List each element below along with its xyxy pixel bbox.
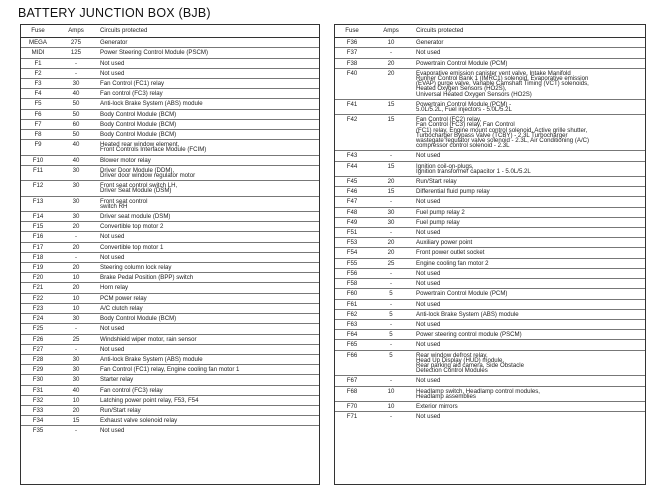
- table-row: [335, 177, 645, 187]
- circuits-cell: Run/Start relay: [413, 177, 645, 187]
- table-row: [335, 38, 645, 48]
- fuse-cell: F70: [335, 401, 369, 411]
- amps-cell: 30: [55, 212, 97, 222]
- table-row: [21, 68, 319, 78]
- table-row: [21, 212, 319, 222]
- table-row: [335, 412, 645, 422]
- circuits-cell: Not used: [416, 413, 441, 421]
- table-row: [335, 309, 645, 319]
- circuits-cell: Fuel pump relay 2: [413, 207, 645, 217]
- amps-cell: 30: [55, 165, 97, 180]
- table-row: [21, 416, 319, 426]
- circuits-cell: Generator: [413, 38, 645, 48]
- amps-cell: -: [369, 319, 413, 329]
- amps-cell: 40: [55, 89, 97, 99]
- table-row: [21, 140, 319, 155]
- fuse-cell: F21: [21, 283, 55, 293]
- amps-cell: 20: [55, 222, 97, 232]
- amps-cell: 275: [55, 38, 97, 48]
- fuse-cell: F36: [335, 38, 369, 48]
- amps-cell: 5: [369, 289, 413, 299]
- table-header-row: [335, 25, 645, 38]
- fuse-cell: F53: [335, 238, 369, 248]
- table-row: [21, 395, 319, 405]
- fuse-cell: F40: [335, 68, 369, 99]
- circuits-cell: Fan control (FC3) relay: [97, 89, 319, 99]
- amps-cell: 20: [369, 238, 413, 248]
- amps-cell: 5: [369, 330, 413, 340]
- table-row: [335, 151, 645, 161]
- amps-cell: -: [55, 68, 97, 78]
- fuse-cell: F4: [21, 89, 55, 99]
- amps-cell: 30: [55, 375, 97, 385]
- table-row: [335, 207, 645, 217]
- table-row: [21, 196, 319, 211]
- table-row: [335, 48, 645, 58]
- header-circuits: Circuits protected: [413, 25, 645, 38]
- amps-cell: 20: [55, 283, 97, 293]
- table-row: [335, 330, 645, 340]
- circuits-cell: Ignition coil-on-plugs, Ignition transformer capacitor 1 - 5.0L/5.2L: [413, 161, 645, 176]
- circuits-cell: Front power outlet socket: [413, 248, 645, 258]
- fuse-cell: F3: [21, 79, 55, 89]
- circuits-cell: A/C clutch relay: [97, 303, 319, 313]
- circuits-cell: Not used: [413, 151, 645, 161]
- fuse-cell: F27: [21, 344, 55, 354]
- fuse-cell: F55: [335, 258, 369, 268]
- amps-cell: 15: [55, 416, 97, 426]
- amps-cell: 50: [55, 109, 97, 119]
- amps-cell: 10: [55, 293, 97, 303]
- fuse-cell: F25: [21, 324, 55, 334]
- circuits-cell: Steering column lock relay: [97, 263, 319, 273]
- table-row: [335, 258, 645, 268]
- circuits-cell: Not used: [97, 58, 319, 68]
- table-row: [335, 350, 645, 376]
- fuse-cell: F62: [335, 309, 369, 319]
- amps-cell: -: [55, 252, 97, 262]
- fuse-cell: F30: [21, 375, 55, 385]
- fuse-cell: F15: [21, 222, 55, 232]
- fuse-cell: F2: [21, 68, 55, 78]
- fuse-cell: F24: [21, 314, 55, 324]
- fuse-cell: F49: [335, 217, 369, 227]
- table-row: [21, 252, 319, 262]
- table-row: [21, 314, 319, 324]
- table-row: [21, 405, 319, 415]
- table-row: [335, 340, 645, 350]
- table-row: [335, 248, 645, 258]
- fuse-cell: F67: [335, 376, 369, 386]
- table-row: [335, 228, 645, 238]
- circuits-cell: Not used: [413, 340, 645, 350]
- table-row: [335, 299, 645, 309]
- amps-cell: 20: [55, 405, 97, 415]
- page-title: BATTERY JUNCTION BOX (BJB): [18, 6, 211, 20]
- circuits-cell: Exhaust valve solenoid relay: [97, 416, 319, 426]
- circuits-cell: Anti-lock Brake System (ABS) module: [97, 99, 319, 109]
- table-row: [335, 187, 645, 197]
- table-row: [21, 119, 319, 129]
- fuse-cell: F33: [21, 405, 55, 415]
- circuits-cell: Not used: [413, 228, 645, 238]
- fuse-cell: F1: [21, 58, 55, 68]
- table-row: [335, 115, 645, 151]
- fuse-cell: F12: [21, 181, 55, 196]
- header-circuits: Circuits protected: [97, 25, 319, 38]
- fuse-cell: F19: [21, 263, 55, 273]
- amps-cell: -: [369, 279, 413, 289]
- amps-cell: 20: [369, 58, 413, 68]
- amps-cell: 10: [55, 395, 97, 405]
- fuse-cell: F26: [21, 334, 55, 344]
- circuits-cell: Not used: [100, 427, 125, 435]
- amps-cell: 30: [55, 79, 97, 89]
- amps-cell: 30: [55, 354, 97, 364]
- amps-cell: -: [74, 427, 78, 435]
- fuse-cell: F48: [335, 207, 369, 217]
- table-row: [335, 197, 645, 207]
- circuits-cell: Driver seat module (DSM): [97, 212, 319, 222]
- table-row: [21, 293, 319, 303]
- table-row: [335, 58, 645, 68]
- circuits-cell: Convertible top motor 2: [97, 222, 319, 232]
- amps-cell: -: [369, 268, 413, 278]
- amps-cell: 30: [369, 217, 413, 227]
- table-row: [21, 242, 319, 252]
- table-row: [21, 365, 319, 375]
- circuits-cell: Fuel pump relay: [413, 217, 645, 227]
- amps-cell: 40: [55, 140, 97, 155]
- fuse-cell: F38: [335, 58, 369, 68]
- amps-cell: 50: [55, 99, 97, 109]
- amps-cell: -: [369, 299, 413, 309]
- amps-cell: 125: [55, 48, 97, 58]
- amps-cell: -: [55, 232, 97, 242]
- table-row: [21, 324, 319, 334]
- table-row: [21, 263, 319, 273]
- table-row: [21, 303, 319, 313]
- table-row: [21, 334, 319, 344]
- circuits-cell: Front seat control switch LH, Driver Seat Module (DSM): [97, 181, 319, 196]
- circuits-cell: Not used: [413, 319, 645, 329]
- fuse-cell: F6: [21, 109, 55, 119]
- circuits-cell: Latching power point relay, F53, F54: [97, 395, 319, 405]
- amps-cell: 25: [55, 334, 97, 344]
- fuse-cell: F42: [335, 115, 369, 151]
- fuse-table-right: [334, 24, 646, 485]
- amps-cell: 20: [369, 177, 413, 187]
- fuse-cell: F71: [346, 413, 358, 421]
- amps-cell: -: [369, 151, 413, 161]
- fuse-cell: F13: [21, 196, 55, 211]
- amps-cell: 15: [369, 99, 413, 114]
- circuits-cell: Not used: [97, 232, 319, 242]
- table-row: [21, 385, 319, 395]
- amps-cell: 25: [369, 258, 413, 268]
- circuits-cell: Generator: [97, 38, 319, 48]
- circuits-cell: Auxiliary power point: [413, 238, 645, 248]
- fuse-cell: F47: [335, 197, 369, 207]
- fuse-cell: F68: [335, 386, 369, 401]
- circuits-cell: Not used: [97, 324, 319, 334]
- circuits-cell: Rear window defrost relay, Head Up Display (HUD) module, Rear parking aid camera, Side Obstacle Detection Control Modules: [413, 350, 645, 376]
- circuits-cell: Engine cooling fan motor 2: [413, 258, 645, 268]
- table-row: [335, 217, 645, 227]
- fuse-cell: F20: [21, 273, 55, 283]
- table-row: [21, 165, 319, 180]
- fuse-cell: F61: [335, 299, 369, 309]
- table-row: [335, 401, 645, 411]
- circuits-cell: Body Control Module (BCM): [97, 314, 319, 324]
- circuits-cell: Fan Control (FC1) relay: [97, 79, 319, 89]
- fuse-cell: F11: [21, 165, 55, 180]
- circuits-cell: Anti-lock Brake System (ABS) module: [413, 309, 645, 319]
- amps-cell: -: [369, 340, 413, 350]
- circuits-cell: Blower motor relay: [97, 155, 319, 165]
- amps-cell: 20: [369, 248, 413, 258]
- table-row: [21, 181, 319, 196]
- fuse-cell: F29: [21, 365, 55, 375]
- amps-cell: 40: [55, 385, 97, 395]
- amps-cell: 50: [55, 130, 97, 140]
- fuse-cell: F66: [335, 350, 369, 376]
- circuits-cell: Not used: [413, 376, 645, 386]
- circuits-cell: Driver Door Module (DDM), Driver door window regulator motor: [97, 165, 319, 180]
- table-row: [335, 376, 645, 386]
- fuse-cell: F14: [21, 212, 55, 222]
- circuits-cell: Powertrain Control Module (PCM): [413, 289, 645, 299]
- circuits-cell: Brake Pedal Position (BPP) switch: [97, 273, 319, 283]
- table-row: [21, 79, 319, 89]
- fuse-cell: F8: [21, 130, 55, 140]
- table-row: [335, 161, 645, 176]
- fuse-cell: F35: [32, 427, 44, 435]
- fuse-cell: F41: [335, 99, 369, 114]
- table-row: [21, 283, 319, 293]
- table-row: [21, 130, 319, 140]
- table-row: [21, 48, 319, 58]
- fuse-cell: F64: [335, 330, 369, 340]
- circuits-cell: Exterior mirrors: [413, 401, 645, 411]
- fuse-cell: F34: [21, 416, 55, 426]
- fuse-cell: F32: [21, 395, 55, 405]
- fuse-cell: F31: [21, 385, 55, 395]
- amps-cell: 30: [55, 181, 97, 196]
- fuse-cell: F10: [21, 155, 55, 165]
- table-row: [335, 68, 645, 99]
- circuits-cell: Not used: [413, 197, 645, 207]
- fuse-cell: F22: [21, 293, 55, 303]
- amps-cell: 40: [55, 155, 97, 165]
- fuse-cell: F56: [335, 268, 369, 278]
- header-fuse: Fuse: [21, 25, 55, 38]
- circuits-cell: Body Control Module (BCM): [97, 109, 319, 119]
- circuits-cell: Evaporative emission canister vent valve, Intake Manifold Runner Control Bank 1 (IMRC1) solenoid, Evaporative emission (EVAP) purge valve, Variable Camshaft Timing (VCT) solenoids, Heated Oxygen Sensors (HO2S), Universal Heated Oxygen Sensors (HO2S): [413, 68, 645, 99]
- fuse-cell: F60: [335, 289, 369, 299]
- circuits-cell: Powertrain Control Module (PCM): [413, 58, 645, 68]
- table-row: [21, 38, 319, 48]
- fuse-cell: F54: [335, 248, 369, 258]
- amps-cell: -: [55, 58, 97, 68]
- circuits-cell: Not used: [97, 344, 319, 354]
- fuse-cell: F23: [21, 303, 55, 313]
- circuits-cell: Fan Control (FC1) relay, Engine cooling fan motor 1: [97, 365, 319, 375]
- fuse-cell: F28: [21, 354, 55, 364]
- amps-cell: 15: [369, 187, 413, 197]
- circuits-cell: Not used: [413, 268, 645, 278]
- table-row: [21, 273, 319, 283]
- amps-cell: 30: [369, 207, 413, 217]
- circuits-cell: Starter relay: [97, 375, 319, 385]
- amps-cell: 20: [55, 263, 97, 273]
- amps-cell: 20: [369, 68, 413, 99]
- circuits-cell: Windshield wiper motor, rain sensor: [97, 334, 319, 344]
- circuits-cell: Heated rear window element, Front Controls Interface Module (FCIM): [97, 140, 319, 155]
- header-amps: Amps: [55, 25, 97, 38]
- table-row: [21, 109, 319, 119]
- table-row: [21, 354, 319, 364]
- table-row: [335, 99, 645, 114]
- circuits-cell: Power Steering Control Module (PSCM): [97, 48, 319, 58]
- fuse-cell: F37: [335, 48, 369, 58]
- table-row: [21, 375, 319, 385]
- table-row: [21, 222, 319, 232]
- fuse-cell: F45: [335, 177, 369, 187]
- fuse-table-left: [20, 24, 320, 485]
- circuits-cell: Front seat control switch RH: [97, 196, 319, 211]
- fuse-cell: F7: [21, 119, 55, 129]
- table-row: [335, 319, 645, 329]
- fuse-cell: F58: [335, 279, 369, 289]
- amps-cell: 5: [369, 309, 413, 319]
- fuse-cell: MIDI: [21, 48, 55, 58]
- amps-cell: -: [55, 344, 97, 354]
- table-row: [21, 99, 319, 109]
- amps-cell: 10: [55, 303, 97, 313]
- circuits-cell: Fan control (FC3) relay: [97, 385, 319, 395]
- amps-cell: 15: [369, 161, 413, 176]
- amps-cell: -: [369, 376, 413, 386]
- circuits-cell: Not used: [97, 252, 319, 262]
- fuse-cell: F9: [21, 140, 55, 155]
- fuse-cell: F63: [335, 319, 369, 329]
- amps-cell: 60: [55, 119, 97, 129]
- amps-cell: -: [55, 324, 97, 334]
- amps-cell: 10: [369, 38, 413, 48]
- amps-cell: 5: [369, 350, 413, 376]
- circuits-cell: Not used: [413, 299, 645, 309]
- circuits-cell: Not used: [413, 48, 645, 58]
- table-row: [21, 89, 319, 99]
- fuse-cell: MEGA: [21, 38, 55, 48]
- amps-cell: 10: [369, 386, 413, 401]
- table-header-row: [21, 25, 319, 38]
- circuits-cell: Not used: [413, 279, 645, 289]
- amps-cell: 20: [55, 242, 97, 252]
- fuse-cell: F44: [335, 161, 369, 176]
- circuits-cell: Headlamp switch, Headlamp control modules, Headlamp assemblies: [413, 386, 645, 401]
- circuits-cell: Not used: [97, 68, 319, 78]
- circuits-cell: Convertible top motor 1: [97, 242, 319, 252]
- fuse-cell: F46: [335, 187, 369, 197]
- fuse-cell: F65: [335, 340, 369, 350]
- amps-cell: -: [389, 413, 393, 421]
- table-row: [21, 58, 319, 68]
- amps-cell: -: [369, 48, 413, 58]
- amps-cell: 15: [369, 115, 413, 151]
- circuits-cell: PCM power relay: [97, 293, 319, 303]
- amps-cell: 10: [55, 273, 97, 283]
- fuse-cell: F5: [21, 99, 55, 109]
- table-row: [335, 386, 645, 401]
- circuits-cell: Body Control Module (BCM): [97, 119, 319, 129]
- fuse-cell: F18: [21, 252, 55, 262]
- amps-cell: 30: [55, 314, 97, 324]
- fuse-cell: F16: [21, 232, 55, 242]
- fuse-cell: F51: [335, 228, 369, 238]
- table-row: [335, 289, 645, 299]
- amps-cell: 30: [55, 196, 97, 211]
- circuits-cell: Run/Start relay: [97, 405, 319, 415]
- amps-cell: -: [369, 197, 413, 207]
- circuits-cell: Powertrain Control Module (PCM) - 5.0L/5.2L, Fuel injectors - 5.0L/5.2L: [413, 99, 645, 114]
- table-row: [335, 279, 645, 289]
- table-row: [335, 238, 645, 248]
- circuits-cell: Anti-lock Brake System (ABS) module: [97, 354, 319, 364]
- amps-cell: 30: [55, 365, 97, 375]
- table-row: [21, 344, 319, 354]
- circuits-cell: Body Control Module (BCM): [97, 130, 319, 140]
- amps-cell: -: [369, 228, 413, 238]
- fuse-cell: F43: [335, 151, 369, 161]
- table-row: [21, 426, 319, 436]
- circuits-cell: Differential fluid pump relay: [413, 187, 645, 197]
- circuits-cell: Power steering control module (PSCM): [413, 330, 645, 340]
- header-fuse: Fuse: [335, 25, 369, 38]
- table-row: [21, 155, 319, 165]
- header-amps: Amps: [369, 25, 413, 38]
- circuits-cell: Fan Control (FC2) relay, Fan Control (FC3) relay, Fan Control (FC1) relay, Engine mount control solenoid, Active grille shutter, Turbocharger Bypass Valve (TCBY) - 2.3L Turbocharger wastegate regulator valve solenoid - 2.3L, Air Conditioning (A/C) compressor control solenoid - 2.3L: [413, 115, 645, 151]
- table-row: [21, 232, 319, 242]
- fuse-cell: F17: [21, 242, 55, 252]
- amps-cell: 10: [369, 401, 413, 411]
- table-row: [335, 268, 645, 278]
- circuits-cell: Horn relay: [97, 283, 319, 293]
